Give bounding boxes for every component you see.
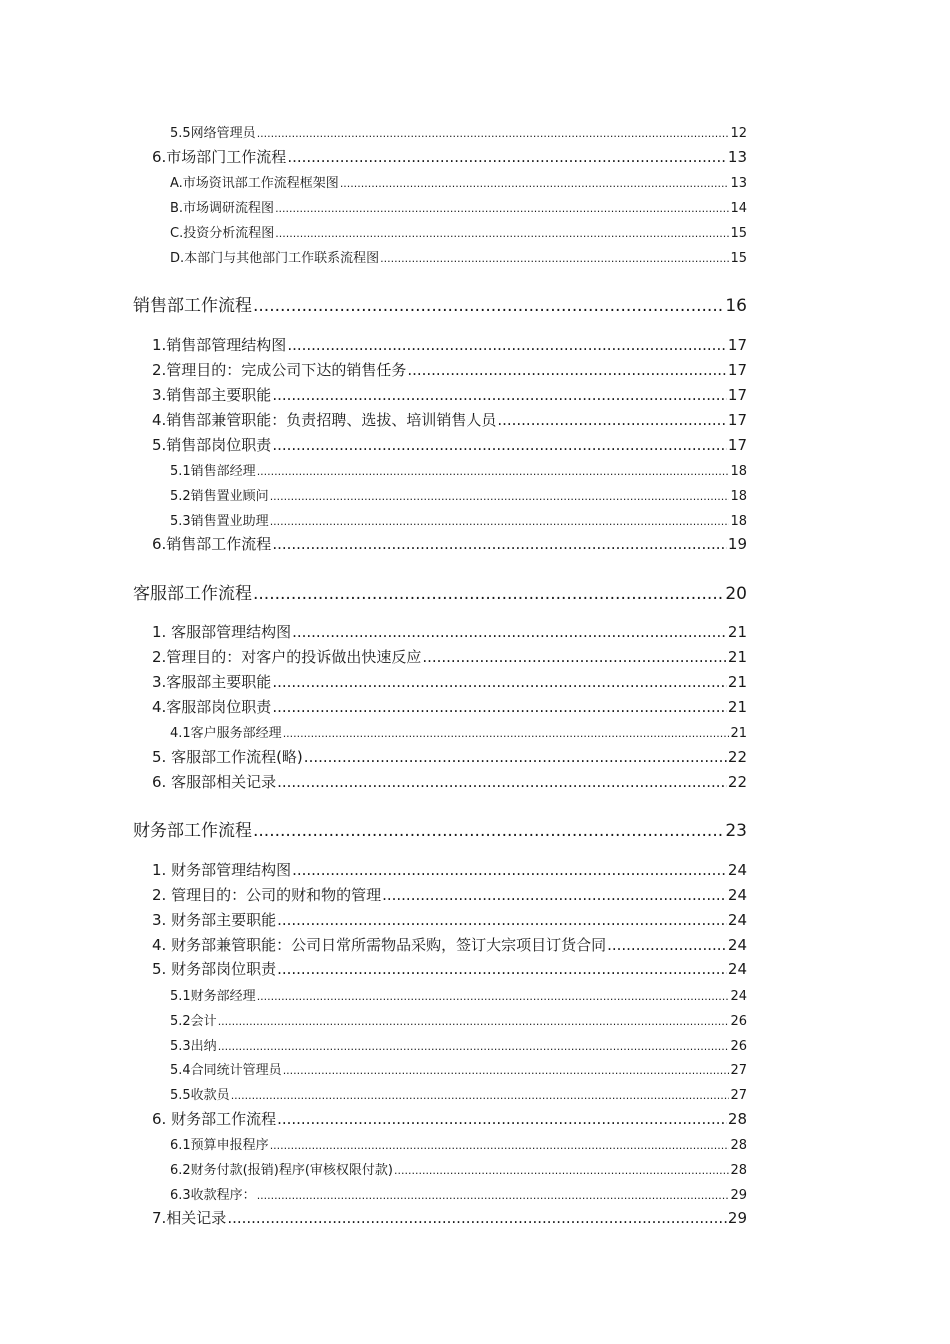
toc-entry-title: 5.销售部岗位职责 (152, 436, 272, 454)
toc-entry-title: 5.2会计 (170, 1014, 217, 1029)
toc-entry-title: 5.3出纳 (170, 1039, 217, 1054)
toc-entry-title: 1.销售部管理结构图 (152, 336, 287, 354)
toc-entry-page: 18 (730, 489, 747, 504)
toc-entry[interactable] (152, 646, 747, 668)
toc-entry-title: 5.5网络管理员 (170, 126, 256, 141)
toc-entry-page: 13 (730, 176, 747, 191)
toc-leader-dots (277, 911, 727, 929)
toc-entry-page: 21 (727, 673, 747, 691)
toc-entry[interactable] (170, 172, 747, 192)
toc-entry-title: 5.5收款员 (170, 1088, 230, 1103)
toc-entry-title: 5.2销售置业顾问 (170, 489, 269, 504)
toc-entry-title: 5. 财务部岗位职责 (152, 960, 277, 978)
toc-entry[interactable] (152, 146, 747, 168)
toc-leader-dots (272, 535, 727, 553)
toc-entry-page: 18 (730, 514, 747, 529)
toc-entry[interactable] (170, 722, 747, 742)
toc-entry-title: D.本部门与其他部门工作联系流程图 (170, 251, 380, 266)
toc-entry[interactable] (152, 1207, 747, 1229)
toc-entry-title: 2.管理目的：对客户的投诉做出快速反应 (152, 648, 422, 666)
toc-entry[interactable] (170, 1035, 747, 1055)
toc-entry-page: 28 (727, 1110, 747, 1128)
toc-entry-page: 21 (730, 726, 747, 741)
toc-leader-dots (407, 361, 727, 379)
toc-leader-dots (607, 936, 727, 954)
toc-entry-title: 4.1客户服务部经理 (170, 726, 282, 741)
toc-entry[interactable] (170, 222, 747, 242)
toc-entry-title: 3. 财务部主要职能 (152, 911, 277, 929)
toc-entry[interactable] (152, 533, 747, 555)
toc-entry[interactable] (152, 671, 747, 693)
toc-entry-page: 21 (727, 648, 747, 666)
toc-entry-title: 3.客服部主要职能 (152, 673, 272, 691)
toc-leader-dots (287, 148, 727, 166)
toc-entry-page: 17 (727, 436, 747, 454)
toc-leader-dots (272, 386, 727, 404)
toc-entry[interactable] (170, 1084, 747, 1104)
toc-chapter-page: 23 (725, 821, 747, 840)
toc-leader-dots (270, 1139, 730, 1152)
toc-entry-title: 4.客服部岗位职责 (152, 698, 272, 716)
toc-entry[interactable] (170, 985, 747, 1005)
toc-entry-title: 1. 客服部管理结构图 (152, 623, 292, 641)
toc-leader-dots (231, 1089, 730, 1102)
toc-entry-page: 22 (727, 748, 747, 766)
toc-entry[interactable] (152, 746, 747, 768)
toc-leader-dots (497, 411, 727, 429)
toc-leader-dots (272, 698, 727, 716)
toc-entry-title: A.市场资讯部工作流程框架图 (170, 176, 339, 191)
toc-leader-dots (277, 960, 727, 978)
toc-entry-page: 17 (727, 336, 747, 354)
toc-chapter-title: 财务部工作流程 (133, 821, 252, 840)
toc-entry-page: 27 (730, 1063, 747, 1078)
toc-leader-dots (422, 648, 727, 666)
toc-entry-title: 3.销售部主要职能 (152, 386, 272, 404)
toc-leader-dots (277, 1110, 727, 1128)
toc-entry[interactable] (170, 1159, 747, 1179)
toc-entry-title: 5.1销售部经理 (170, 464, 256, 479)
toc-entry[interactable] (152, 859, 747, 881)
toc-entry[interactable] (170, 247, 747, 267)
toc-entry[interactable] (152, 434, 747, 456)
toc-entry-title: 6.1预算申报程序 (170, 1138, 269, 1153)
toc-entry[interactable] (152, 334, 747, 356)
toc-entry[interactable] (152, 359, 747, 381)
toc-entry[interactable] (152, 934, 747, 956)
toc-leader-dots (277, 773, 727, 791)
toc-entry-title: 1. 财务部管理结构图 (152, 861, 292, 879)
toc-leader-dots (218, 1040, 730, 1053)
toc-entry[interactable] (170, 510, 747, 530)
toc-entry-title: 2. 管理目的：公司的财和物的管理 (152, 886, 382, 904)
toc-leader-dots (283, 1064, 730, 1077)
toc-entry-page: 24 (727, 911, 747, 929)
toc-entry-page: 26 (730, 1014, 747, 1029)
toc-entry-title: 6.市场部门工作流程 (152, 148, 287, 166)
toc-entry[interactable] (152, 884, 747, 906)
toc-entry[interactable] (170, 1010, 747, 1030)
toc-entry[interactable] (152, 1108, 747, 1130)
toc-entry-title: 4. 财务部兼管职能：公司日常所需物品采购，签订大宗项目订货合同 (152, 936, 607, 954)
toc-entry-page: 27 (730, 1088, 747, 1103)
toc-entry-page: 17 (727, 361, 747, 379)
toc-entry-page: 21 (727, 623, 747, 641)
toc-entry-page: 29 (730, 1188, 747, 1203)
toc-entry[interactable] (152, 771, 747, 793)
toc-leader-dots (218, 1015, 730, 1028)
toc-chapter-title: 销售部工作流程 (133, 296, 252, 315)
toc-entry-page: 17 (727, 386, 747, 404)
toc-leader-dots (253, 296, 724, 315)
toc-leader-dots (257, 990, 730, 1003)
toc-entry-page: 29 (727, 1209, 747, 1227)
toc-entry-title: 2.管理目的：完成公司下达的销售任务 (152, 361, 407, 379)
toc-entry-page: 13 (727, 148, 747, 166)
toc-entry[interactable] (170, 1134, 747, 1154)
toc-chapter-page: 20 (725, 584, 747, 603)
toc-chapter-title: 客服部工作流程 (133, 584, 252, 603)
toc-leader-dots (272, 436, 727, 454)
toc-entry-title: 6. 客服部相关记录 (152, 773, 277, 791)
toc-chapter[interactable] (133, 816, 747, 840)
toc-entry[interactable] (152, 958, 747, 980)
toc-chapter[interactable] (133, 291, 747, 315)
toc-chapter[interactable] (133, 579, 747, 603)
toc-leader-dots (292, 861, 727, 879)
toc-entry-title: 6.3收款程序： (170, 1188, 256, 1203)
toc-leader-dots (287, 336, 727, 354)
toc-entry[interactable] (170, 122, 747, 142)
toc-leader-dots (227, 1209, 727, 1227)
toc-entry[interactable] (152, 384, 747, 406)
toc-leader-dots (292, 623, 727, 641)
toc-leader-dots (380, 252, 729, 265)
toc-entry-page: 17 (727, 411, 747, 429)
toc-entry-page: 24 (727, 886, 747, 904)
toc-leader-dots (253, 821, 724, 840)
toc-entry[interactable] (170, 1184, 747, 1204)
toc-entry-page: 24 (727, 936, 747, 954)
toc-leader-dots (270, 515, 730, 528)
toc-entry[interactable] (152, 621, 747, 643)
toc-entry[interactable] (170, 1059, 747, 1079)
toc-entry-title: B.市场调研流程图 (170, 201, 275, 216)
toc-entry-title: 6. 财务部工作流程 (152, 1110, 277, 1128)
toc-entry-title: 7.相关记录 (152, 1209, 227, 1227)
toc-leader-dots (340, 177, 730, 190)
toc-entry[interactable] (170, 197, 747, 217)
toc-leader-dots (257, 127, 730, 140)
toc-entry-page: 24 (730, 989, 747, 1004)
toc-entry-page: 12 (730, 126, 747, 141)
toc-entry-title: 5.3销售置业助理 (170, 514, 269, 529)
toc-leader-dots (253, 584, 724, 603)
toc-entry-title: 6.2财务付款(报销)程序(审核权限付款) (170, 1163, 393, 1178)
toc-entry[interactable] (170, 460, 747, 480)
toc-entry-title: 5.1财务部经理 (170, 989, 256, 1004)
toc-entry-title: C.投资分析流程图 (170, 226, 275, 241)
toc-leader-dots (275, 227, 729, 240)
toc-entry-page: 24 (727, 960, 747, 978)
toc-entry-page: 24 (727, 861, 747, 879)
toc-entry-page: 15 (730, 251, 747, 266)
toc-entry-page: 15 (730, 226, 747, 241)
toc-entry-page: 18 (730, 464, 747, 479)
toc-leader-dots (304, 748, 727, 766)
toc-entry-title: 4.销售部兼管职能：负责招聘、选拔、培训销售人员 (152, 411, 497, 429)
toc-entry-page: 22 (727, 773, 747, 791)
toc-leader-dots (283, 727, 730, 740)
toc-entry-page: 19 (727, 535, 747, 553)
toc-entry[interactable] (170, 485, 747, 505)
toc-leader-dots (272, 673, 727, 691)
toc-entry-page: 28 (730, 1163, 747, 1178)
toc-entry-page: 21 (727, 698, 747, 716)
toc-entry-title: 5.4合同统计管理员 (170, 1063, 282, 1078)
toc-entry[interactable] (152, 409, 747, 431)
toc-entry[interactable] (152, 696, 747, 718)
toc-entry-page: 26 (730, 1039, 747, 1054)
toc-entry[interactable] (152, 909, 747, 931)
toc-entry-title: 5. 客服部工作流程(略) (152, 748, 303, 766)
toc-entry-page: 28 (730, 1138, 747, 1153)
toc-chapter-page: 16 (725, 296, 747, 315)
toc-leader-dots (275, 202, 729, 215)
toc-leader-dots (382, 886, 727, 904)
toc-entry-page: 14 (730, 201, 747, 216)
toc-leader-dots (257, 1189, 730, 1202)
toc-leader-dots (270, 490, 730, 503)
toc-leader-dots (257, 465, 730, 478)
toc-entry-title: 6.销售部工作流程 (152, 535, 272, 553)
toc-leader-dots (394, 1164, 729, 1177)
